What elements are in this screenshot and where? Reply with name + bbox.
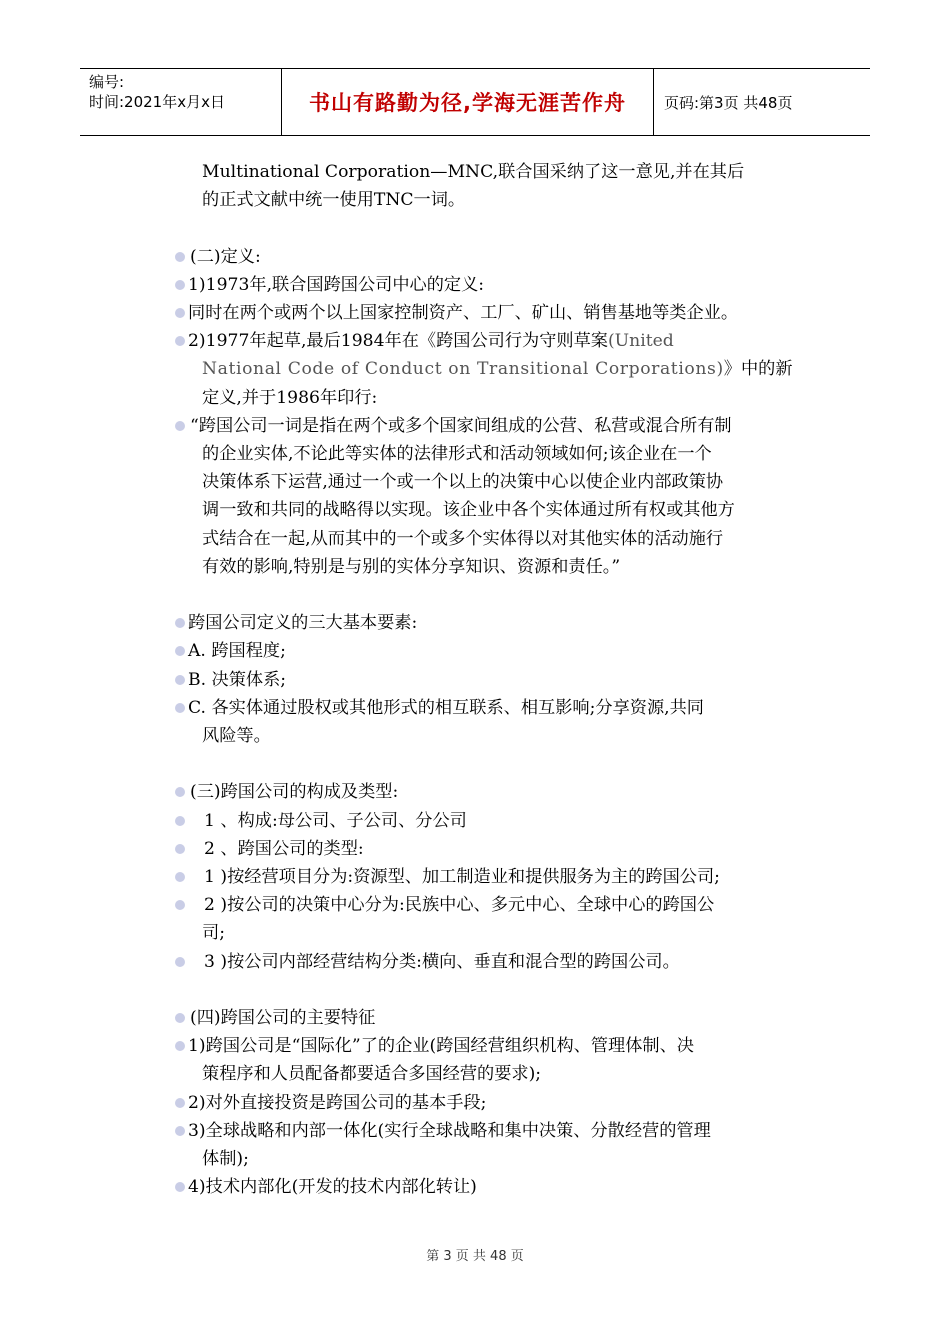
- list-item: 4)技术内部化(开发的技术内部化转让): [174, 1173, 814, 1201]
- list-item: A. 跨国程度;: [174, 637, 814, 665]
- section-heading: (三)跨国公司的构成及类型:: [174, 778, 814, 806]
- header-meta: [80, 69, 282, 135]
- list-item: 3)全球战略和内部一体化(实行全球战略和集中决策、分散经营的管理: [174, 1117, 814, 1145]
- text-line: 有效的影响,特别是与别的实体分享知识、资源和责任。”: [202, 556, 621, 577]
- header-motto: 书山有路勤为径,学海无涯苦作舟: [282, 69, 654, 135]
- text-line: 风险等。: [202, 726, 271, 747]
- text-line: 的企业实体,不论此等实体的法律形式和活动领域如何;该企业在一个: [202, 444, 712, 465]
- page-header: [80, 68, 870, 136]
- list-item: B. 决策体系;: [174, 666, 814, 694]
- text-line: 调一致和共同的战略得以实现。该企业中各个实体通过所有权或其他方: [202, 500, 735, 521]
- list-item: 1 、构成:母公司、子公司、分公司: [174, 807, 814, 835]
- list-item: 跨国公司定义的三大基本要素:: [174, 609, 814, 637]
- list-item: 2 )按公司的决策中心分为:民族中心、多元中心、全球中心的跨国公: [174, 891, 814, 919]
- list-item: 2)对外直接投资是跨国公司的基本手段;: [174, 1089, 814, 1117]
- text-line: 决策体系下运营,通过一个或一个以上的决策中心以使企业内部政策协: [202, 472, 724, 493]
- doc-time-label: 时间:2021年x月x日: [89, 93, 225, 111]
- doc-number-label: 编号:: [89, 73, 125, 91]
- list-item: 1 )按经营项目分为:资源型、加工制造业和提供服务为主的跨国公司;: [174, 863, 814, 891]
- page-footer: 第 3 页 共 48 页: [426, 1249, 524, 1264]
- list-item: 1)跨国公司是“国际化”了的企业(跨国经营组织机构、管理体制、决: [174, 1032, 814, 1060]
- text-line: 体制);: [202, 1149, 249, 1170]
- text-line: Multinational Corporation—MNC,联合国采纳了这一意见,并在其后: [202, 162, 745, 182]
- text-line: National Code of Conduct on Transitional Corporations)》中的新: [202, 359, 793, 380]
- section-heading: (二)定义:: [174, 243, 814, 271]
- text-line: 策程序和人员配备都要适合多国经营的要求);: [202, 1064, 542, 1085]
- section-heading: (四)跨国公司的主要特征: [174, 1004, 814, 1032]
- text-line: 式结合在一起,从而其中的一个或多个实体得以对其他实体的活动施行: [202, 528, 724, 549]
- header-page-info: 页码:第3页 共48页: [664, 93, 793, 112]
- text-line: 司;: [202, 923, 225, 944]
- list-item: 3 )按公司内部经营结构分类:横向、垂直和混合型的跨国公司。: [174, 948, 814, 976]
- list-item: 同时在两个或两个以上国家控制资产、工厂、矿山、销售基地等类企业。: [174, 299, 814, 327]
- document-body: [174, 158, 814, 1201]
- text-line: 定义,并于1986年印行:: [202, 387, 378, 408]
- list-item: C. 各实体通过股权或其他形式的相互联系、相互影响;分享资源,共同: [174, 694, 814, 722]
- list-item: 2)1977年起草,最后1984年在《跨国公司行为守则草案(United: [174, 327, 814, 355]
- quote-start: “跨国公司一词是指在两个或多个国家间组成的公营、私营或混合所有制: [174, 412, 814, 440]
- text-line: 的正式文献中统一使用TNC一词。: [202, 190, 466, 211]
- list-item: 2 、跨国公司的类型:: [174, 835, 814, 863]
- list-item: 1)1973年,联合国跨国公司中心的定义:: [174, 271, 814, 299]
